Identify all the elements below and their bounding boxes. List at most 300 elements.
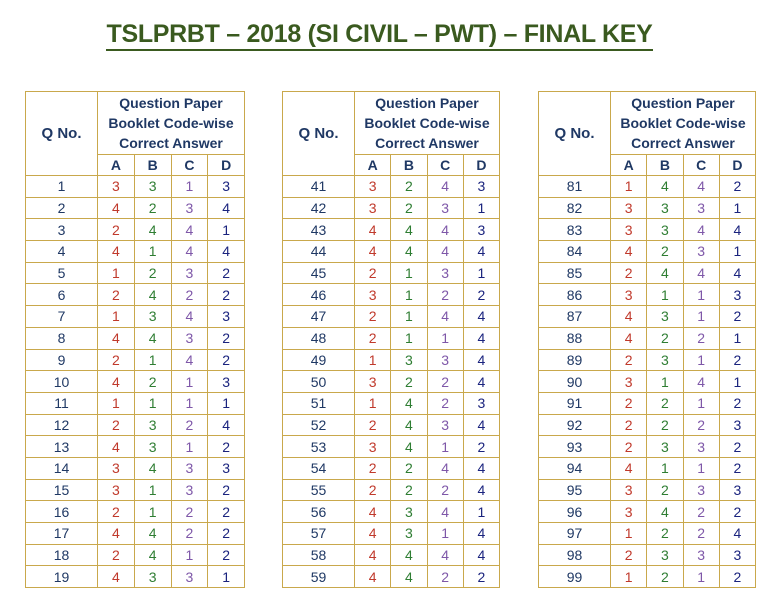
answer-code-b: 1 xyxy=(391,306,427,328)
answer-code-d: 3 xyxy=(208,371,245,393)
answer-code-d: 2 xyxy=(719,392,755,414)
question-number: 3 xyxy=(26,219,98,241)
table-row xyxy=(26,414,245,436)
answer-code-d: 2 xyxy=(208,284,245,306)
answer-code-a: 3 xyxy=(355,284,391,306)
answer-code-c: 1 xyxy=(171,392,208,414)
question-number: 85 xyxy=(539,262,611,284)
answer-code-b: 4 xyxy=(391,414,427,436)
question-number: 11 xyxy=(26,392,98,414)
answer-code-d: 2 xyxy=(463,284,499,306)
question-number: 93 xyxy=(539,436,611,458)
question-number: 47 xyxy=(283,306,355,328)
answer-code-a: 3 xyxy=(611,479,647,501)
answer-code-d: 1 xyxy=(208,392,245,414)
answer-code-d: 3 xyxy=(463,219,499,241)
answer-code-d: 2 xyxy=(719,566,755,588)
answer-code-a: 2 xyxy=(611,262,647,284)
answer-code-b: 3 xyxy=(647,349,683,371)
answer-code-b: 2 xyxy=(647,327,683,349)
answer-code-d: 3 xyxy=(719,544,755,566)
table-row xyxy=(26,219,245,241)
question-number: 98 xyxy=(539,544,611,566)
answer-code-b: 2 xyxy=(391,197,427,219)
header-qno: Q No. xyxy=(539,92,611,176)
answer-code-c: 1 xyxy=(427,523,463,545)
answer-code-a: 4 xyxy=(355,501,391,523)
answer-code-a: 2 xyxy=(611,349,647,371)
header-code-c: C xyxy=(683,155,719,176)
answer-code-c: 3 xyxy=(171,262,208,284)
table-row xyxy=(26,457,245,479)
table-row xyxy=(283,479,500,501)
question-number: 19 xyxy=(26,566,98,588)
answer-code-c: 1 xyxy=(171,436,208,458)
answer-code-d: 1 xyxy=(719,327,755,349)
table-row xyxy=(539,436,756,458)
answer-code-c: 3 xyxy=(683,197,719,219)
question-number: 95 xyxy=(539,479,611,501)
question-number: 92 xyxy=(539,414,611,436)
table-row xyxy=(539,219,756,241)
answer-code-a: 4 xyxy=(611,241,647,263)
answer-code-d: 4 xyxy=(463,349,499,371)
question-number: 49 xyxy=(283,349,355,371)
header-row xyxy=(26,92,245,155)
table-row xyxy=(26,284,245,306)
answer-code-c: 3 xyxy=(171,197,208,219)
header-qno: Q No. xyxy=(26,92,98,176)
answer-code-d: 3 xyxy=(208,306,245,328)
answer-code-d: 2 xyxy=(208,349,245,371)
answer-code-a: 4 xyxy=(355,523,391,545)
question-number: 12 xyxy=(26,414,98,436)
question-number: 53 xyxy=(283,436,355,458)
answer-code-b: 4 xyxy=(134,219,171,241)
header-row xyxy=(283,92,500,155)
answer-code-c: 1 xyxy=(683,306,719,328)
answer-code-b: 1 xyxy=(134,392,171,414)
question-number: 14 xyxy=(26,457,98,479)
answer-code-c: 2 xyxy=(171,414,208,436)
answer-code-d: 1 xyxy=(463,197,499,219)
answer-code-b: 2 xyxy=(647,479,683,501)
answer-code-d: 2 xyxy=(208,262,245,284)
answer-code-d: 3 xyxy=(719,284,755,306)
answer-code-d: 4 xyxy=(463,241,499,263)
table-row xyxy=(26,566,245,588)
answer-code-b: 3 xyxy=(134,414,171,436)
answer-code-c: 4 xyxy=(427,457,463,479)
table-row xyxy=(539,176,756,198)
table-row xyxy=(283,306,500,328)
answer-code-c: 1 xyxy=(683,284,719,306)
table-row xyxy=(26,501,245,523)
answer-code-d: 4 xyxy=(719,523,755,545)
question-number: 89 xyxy=(539,349,611,371)
header-code-a: A xyxy=(355,155,391,176)
question-number: 86 xyxy=(539,284,611,306)
table-row xyxy=(539,371,756,393)
question-number: 58 xyxy=(283,544,355,566)
answer-code-a: 1 xyxy=(611,176,647,198)
answer-code-b: 3 xyxy=(647,544,683,566)
answer-code-d: 1 xyxy=(719,197,755,219)
answer-code-b: 4 xyxy=(647,262,683,284)
table-row xyxy=(26,241,245,263)
header-code-a: A xyxy=(611,155,647,176)
header-qno: Q No. xyxy=(283,92,355,176)
header-code-d: D xyxy=(463,155,499,176)
answer-code-c: 4 xyxy=(427,241,463,263)
header-code-a: A xyxy=(98,155,135,176)
answer-code-d: 4 xyxy=(463,523,499,545)
question-number: 16 xyxy=(26,501,98,523)
table-row xyxy=(283,241,500,263)
question-number: 9 xyxy=(26,349,98,371)
answer-code-c: 2 xyxy=(427,284,463,306)
table-row xyxy=(26,436,245,458)
answer-code-a: 3 xyxy=(355,371,391,393)
answer-code-d: 4 xyxy=(463,371,499,393)
table-row xyxy=(26,349,245,371)
answer-key-table-1 xyxy=(25,91,245,588)
answer-code-c: 4 xyxy=(171,306,208,328)
answer-code-c: 4 xyxy=(683,371,719,393)
answer-code-a: 2 xyxy=(355,479,391,501)
question-number: 88 xyxy=(539,327,611,349)
answer-code-a: 3 xyxy=(611,371,647,393)
answer-code-a: 2 xyxy=(355,457,391,479)
question-number: 18 xyxy=(26,544,98,566)
answer-code-a: 4 xyxy=(611,306,647,328)
answer-code-c: 4 xyxy=(427,306,463,328)
answer-code-c: 1 xyxy=(683,392,719,414)
answer-code-a: 3 xyxy=(611,219,647,241)
answer-code-c: 3 xyxy=(683,479,719,501)
table-row xyxy=(283,566,500,588)
question-number: 7 xyxy=(26,306,98,328)
answer-code-b: 2 xyxy=(647,392,683,414)
answer-code-b: 1 xyxy=(134,241,171,263)
answer-code-a: 4 xyxy=(98,327,135,349)
answer-code-b: 4 xyxy=(134,523,171,545)
answer-code-c: 1 xyxy=(683,349,719,371)
table-row xyxy=(539,284,756,306)
answer-code-b: 3 xyxy=(134,566,171,588)
answer-code-d: 3 xyxy=(463,176,499,198)
answer-code-b: 4 xyxy=(391,392,427,414)
answer-code-c: 2 xyxy=(427,392,463,414)
answer-code-b: 4 xyxy=(647,501,683,523)
answer-code-c: 2 xyxy=(171,501,208,523)
table-row xyxy=(539,501,756,523)
header-code-d: D xyxy=(208,155,245,176)
table-row xyxy=(283,371,500,393)
answer-code-a: 2 xyxy=(355,327,391,349)
answer-code-c: 4 xyxy=(683,219,719,241)
answer-code-b: 3 xyxy=(647,436,683,458)
question-number: 4 xyxy=(26,241,98,263)
answer-code-d: 2 xyxy=(208,501,245,523)
answer-code-a: 3 xyxy=(355,176,391,198)
answer-code-a: 2 xyxy=(98,544,135,566)
table-row xyxy=(283,219,500,241)
question-number: 8 xyxy=(26,327,98,349)
question-number: 87 xyxy=(539,306,611,328)
answer-code-a: 2 xyxy=(355,306,391,328)
question-number: 15 xyxy=(26,479,98,501)
answer-code-b: 2 xyxy=(134,197,171,219)
answer-code-c: 3 xyxy=(171,457,208,479)
table-row xyxy=(26,197,245,219)
title-text: TSLPRBT – 2018 (SI CIVIL – PWT) – FINAL KEY xyxy=(106,20,652,51)
answer-code-b: 3 xyxy=(134,176,171,198)
question-number: 84 xyxy=(539,241,611,263)
answer-code-d: 3 xyxy=(208,457,245,479)
answer-code-c: 1 xyxy=(171,544,208,566)
question-number: 10 xyxy=(26,371,98,393)
answer-code-b: 2 xyxy=(647,523,683,545)
answer-code-d: 4 xyxy=(719,219,755,241)
answer-code-c: 3 xyxy=(427,262,463,284)
question-number: 56 xyxy=(283,501,355,523)
answer-code-a: 4 xyxy=(355,544,391,566)
answer-code-a: 2 xyxy=(611,414,647,436)
answer-code-a: 2 xyxy=(611,544,647,566)
answer-code-a: 4 xyxy=(611,327,647,349)
table-row xyxy=(26,262,245,284)
answer-code-a: 1 xyxy=(98,392,135,414)
answer-code-b: 1 xyxy=(391,262,427,284)
question-number: 17 xyxy=(26,523,98,545)
answer-code-a: 3 xyxy=(355,436,391,458)
answer-code-d: 3 xyxy=(719,414,755,436)
table-row xyxy=(283,262,500,284)
answer-code-d: 3 xyxy=(208,176,245,198)
answer-code-d: 4 xyxy=(208,414,245,436)
answer-code-b: 2 xyxy=(391,371,427,393)
answer-code-b: 1 xyxy=(134,501,171,523)
answer-code-c: 2 xyxy=(427,566,463,588)
table-row xyxy=(283,349,500,371)
table-row xyxy=(283,523,500,545)
answer-code-d: 2 xyxy=(208,479,245,501)
answer-code-a: 2 xyxy=(98,219,135,241)
answer-code-b: 4 xyxy=(391,436,427,458)
question-number: 43 xyxy=(283,219,355,241)
answer-code-a: 1 xyxy=(611,566,647,588)
answer-code-a: 2 xyxy=(355,414,391,436)
answer-code-a: 3 xyxy=(611,197,647,219)
question-number: 44 xyxy=(283,241,355,263)
question-number: 51 xyxy=(283,392,355,414)
question-number: 90 xyxy=(539,371,611,393)
table-row xyxy=(283,457,500,479)
answer-code-a: 1 xyxy=(611,523,647,545)
answer-code-b: 4 xyxy=(134,544,171,566)
answer-code-a: 2 xyxy=(355,262,391,284)
answer-code-d: 1 xyxy=(719,371,755,393)
answer-code-d: 4 xyxy=(208,197,245,219)
question-number: 57 xyxy=(283,523,355,545)
answer-code-c: 4 xyxy=(683,262,719,284)
table-row xyxy=(26,392,245,414)
question-number: 83 xyxy=(539,219,611,241)
answer-code-c: 3 xyxy=(427,414,463,436)
answer-code-d: 2 xyxy=(719,349,755,371)
answer-code-b: 4 xyxy=(647,176,683,198)
answer-code-d: 3 xyxy=(719,479,755,501)
answer-code-a: 3 xyxy=(98,479,135,501)
question-number: 52 xyxy=(283,414,355,436)
answer-code-b: 3 xyxy=(391,501,427,523)
answer-code-a: 4 xyxy=(355,566,391,588)
answer-code-a: 1 xyxy=(98,306,135,328)
table-row xyxy=(539,523,756,545)
answer-code-d: 2 xyxy=(719,436,755,458)
table-row xyxy=(283,501,500,523)
answer-code-d: 1 xyxy=(208,219,245,241)
question-number: 48 xyxy=(283,327,355,349)
question-number: 13 xyxy=(26,436,98,458)
answer-code-c: 4 xyxy=(683,176,719,198)
answer-code-b: 4 xyxy=(391,566,427,588)
question-number: 41 xyxy=(283,176,355,198)
answer-code-d: 4 xyxy=(463,457,499,479)
answer-code-d: 1 xyxy=(463,501,499,523)
table-row xyxy=(283,544,500,566)
table-row xyxy=(26,523,245,545)
answer-code-c: 4 xyxy=(427,501,463,523)
answer-code-b: 3 xyxy=(134,306,171,328)
answer-code-c: 3 xyxy=(683,544,719,566)
table-row xyxy=(26,306,245,328)
answer-code-d: 1 xyxy=(208,566,245,588)
answer-code-c: 2 xyxy=(683,501,719,523)
question-number: 54 xyxy=(283,457,355,479)
question-number: 97 xyxy=(539,523,611,545)
answer-code-b: 4 xyxy=(391,241,427,263)
answer-code-a: 4 xyxy=(98,371,135,393)
answer-code-b: 2 xyxy=(391,176,427,198)
answer-code-b: 2 xyxy=(134,371,171,393)
question-number: 82 xyxy=(539,197,611,219)
answer-code-c: 3 xyxy=(171,327,208,349)
answer-code-c: 4 xyxy=(427,176,463,198)
table-row xyxy=(26,327,245,349)
table-row xyxy=(26,544,245,566)
question-number: 6 xyxy=(26,284,98,306)
answer-code-d: 2 xyxy=(463,436,499,458)
table-row xyxy=(283,392,500,414)
answer-code-c: 1 xyxy=(427,327,463,349)
question-number: 42 xyxy=(283,197,355,219)
answer-code-b: 1 xyxy=(647,284,683,306)
header-code-b: B xyxy=(134,155,171,176)
answer-code-b: 1 xyxy=(134,479,171,501)
table-row xyxy=(539,306,756,328)
header-booklet-group: Question Paper Booklet Code-wise Correct Answer xyxy=(611,92,756,155)
answer-code-a: 2 xyxy=(98,414,135,436)
answer-code-a: 4 xyxy=(98,241,135,263)
table-row xyxy=(539,327,756,349)
answer-code-b: 4 xyxy=(134,457,171,479)
page-title xyxy=(0,20,759,49)
answer-code-d: 2 xyxy=(719,501,755,523)
answer-code-a: 2 xyxy=(611,392,647,414)
answer-code-b: 4 xyxy=(134,284,171,306)
table-row xyxy=(283,414,500,436)
answer-code-b: 1 xyxy=(647,371,683,393)
table-row xyxy=(283,284,500,306)
table-row xyxy=(26,479,245,501)
table-row xyxy=(539,457,756,479)
answer-code-b: 3 xyxy=(391,349,427,371)
question-number: 91 xyxy=(539,392,611,414)
answer-code-b: 2 xyxy=(647,241,683,263)
answer-key-table-2 xyxy=(282,91,500,588)
answer-code-d: 4 xyxy=(719,262,755,284)
question-number: 55 xyxy=(283,479,355,501)
answer-code-c: 1 xyxy=(683,457,719,479)
question-number: 45 xyxy=(283,262,355,284)
answer-code-d: 4 xyxy=(463,327,499,349)
answer-code-a: 2 xyxy=(98,284,135,306)
answer-code-c: 4 xyxy=(171,219,208,241)
header-code-b: B xyxy=(391,155,427,176)
answer-code-a: 3 xyxy=(611,501,647,523)
answer-code-a: 4 xyxy=(355,219,391,241)
answer-code-c: 4 xyxy=(171,241,208,263)
answer-code-a: 4 xyxy=(98,436,135,458)
answer-code-c: 1 xyxy=(427,436,463,458)
table-row xyxy=(539,197,756,219)
header-code-b: B xyxy=(647,155,683,176)
answer-code-a: 2 xyxy=(98,349,135,371)
answer-code-d: 2 xyxy=(463,566,499,588)
answer-code-b: 3 xyxy=(647,219,683,241)
answer-code-c: 2 xyxy=(171,284,208,306)
table-row xyxy=(539,544,756,566)
answer-code-c: 1 xyxy=(171,176,208,198)
answer-code-a: 4 xyxy=(98,566,135,588)
table-row xyxy=(283,197,500,219)
answer-code-a: 3 xyxy=(98,176,135,198)
table-row xyxy=(26,176,245,198)
answer-code-b: 3 xyxy=(647,306,683,328)
answer-code-b: 1 xyxy=(134,349,171,371)
answer-code-d: 2 xyxy=(719,306,755,328)
question-number: 5 xyxy=(26,262,98,284)
answer-code-b: 1 xyxy=(391,327,427,349)
answer-key-table-3 xyxy=(538,91,756,588)
table-row xyxy=(539,414,756,436)
answer-code-b: 2 xyxy=(391,479,427,501)
answer-code-c: 2 xyxy=(683,414,719,436)
table-row xyxy=(283,436,500,458)
answer-code-d: 4 xyxy=(463,414,499,436)
answer-code-c: 1 xyxy=(171,371,208,393)
header-booklet-group: Question Paper Booklet Code-wise Correct Answer xyxy=(355,92,500,155)
answer-code-a: 1 xyxy=(355,349,391,371)
answer-code-c: 2 xyxy=(427,479,463,501)
answer-code-d: 4 xyxy=(463,306,499,328)
answer-code-a: 3 xyxy=(611,284,647,306)
question-number: 1 xyxy=(26,176,98,198)
answer-code-a: 1 xyxy=(98,262,135,284)
answer-code-c: 3 xyxy=(171,479,208,501)
